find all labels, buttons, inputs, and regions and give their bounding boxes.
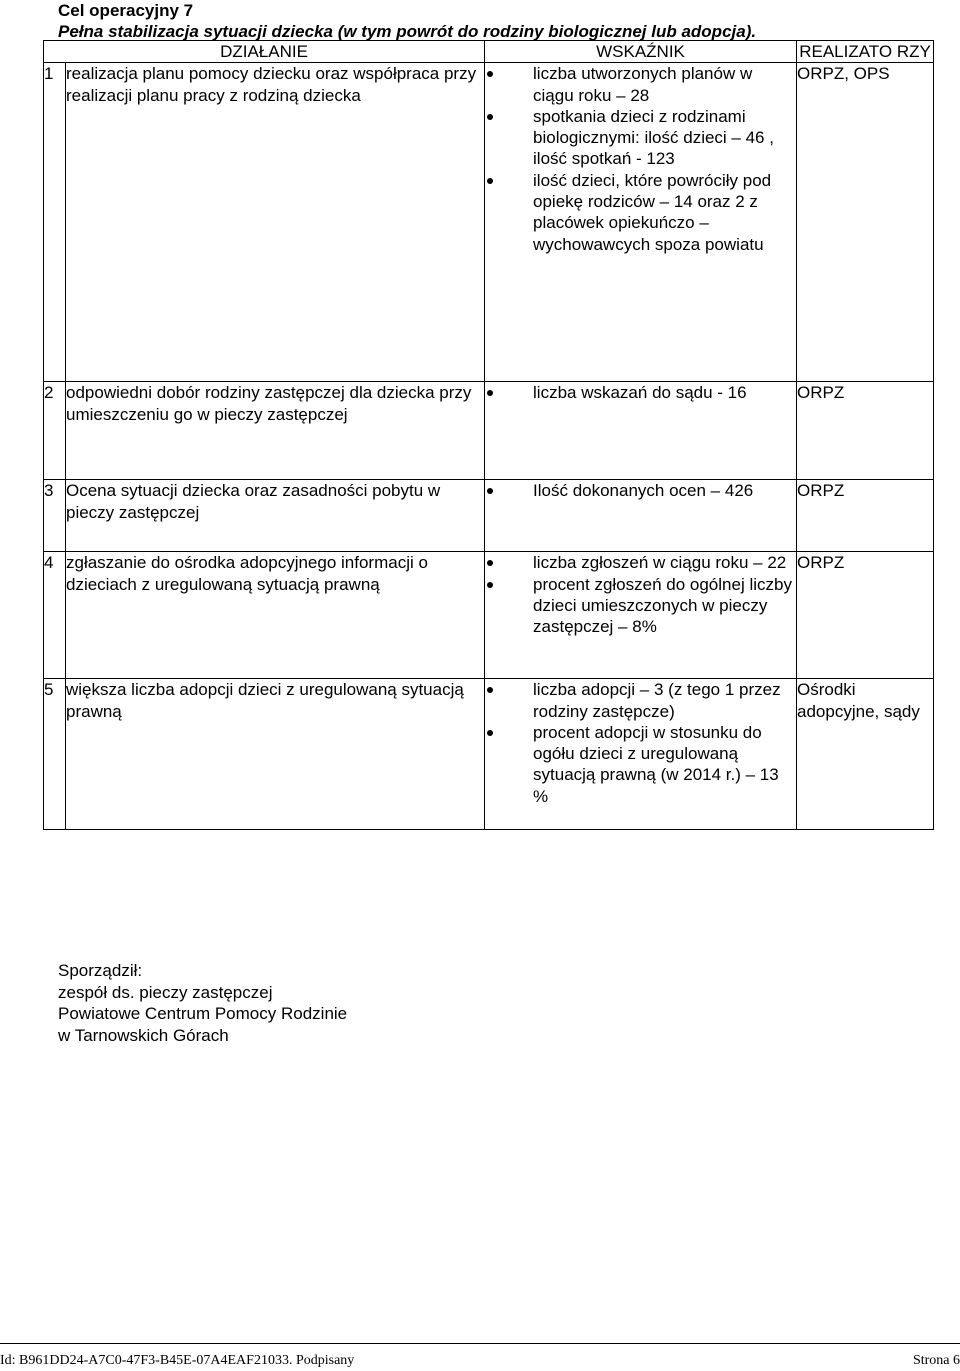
row-number: 2 — [44, 382, 66, 480]
goal-title: Cel operacyjny 7 — [58, 1, 194, 20]
table-row — [44, 679, 934, 830]
table-header-row — [44, 41, 934, 63]
row-indicators — [485, 552, 797, 679]
table-row — [44, 382, 934, 480]
row-number: 5 — [44, 679, 66, 830]
prepared-line: Powiatowe Centrum Pomocy Rodzinie — [58, 1004, 348, 1023]
row-indicators — [485, 63, 797, 382]
row-indicators — [485, 480, 797, 552]
goals-table — [43, 40, 934, 830]
indicator-item: liczba zgłoszeń w ciągu roku – 22 — [485, 552, 796, 573]
row-indicators — [485, 382, 797, 480]
document-heading — [58, 0, 756, 42]
row-executors: ORPZ — [797, 552, 934, 679]
indicator-item: liczba adopcji – 3 (z tego 1 przez rodziny zastępcze) — [485, 679, 796, 722]
header-indicator: WSKAŹNIK — [485, 41, 797, 63]
row-action: Ocena sytuacji dziecka oraz zasadności pobytu w pieczy zastępczej — [66, 480, 485, 552]
indicator-item: Ilość dokonanych ocen – 426 — [485, 480, 796, 501]
prepared-line: w Tarnowskich Górach — [58, 1025, 229, 1045]
footer-page-number: Strona 6 — [912, 1353, 960, 1368]
row-indicators — [485, 679, 797, 830]
indicator-item: liczba wskazań do sądu - 16 — [485, 382, 796, 403]
row-executors: ORPZ — [797, 382, 934, 480]
prepared-label: Sporządził: — [58, 961, 143, 980]
footer-divider — [0, 1343, 960, 1344]
row-action: odpowiedni dobór rodziny zastępczej dla dziecka przy umieszczeniu go w pieczy zastępczej — [66, 382, 485, 480]
row-number: 4 — [44, 552, 66, 679]
row-action: zgłaszanie do ośrodka adopcyjnego informacji o dzieciach z uregulowaną sytuacją prawną — [66, 552, 485, 679]
header-action: DZIAŁANIE — [44, 41, 485, 63]
header-executors: REALIZATO RZY — [797, 41, 934, 63]
indicator-item: ilość dzieci, które powróciły pod opiekę rodziców – 14 oraz 2 z placówek opiekuńczo – wychowawcych spoza powiatu — [485, 170, 796, 255]
row-executors: Ośrodki adopcyjne, sądy — [797, 679, 934, 830]
row-action: większa liczba adopcji dzieci z uregulowaną sytuacją prawną — [66, 679, 485, 830]
indicator-item: procent adopcji w stosunku do ogółu dzieci z uregulowaną sytuacją prawną (w 2014 r.) – 13 % — [485, 722, 796, 807]
table-row — [44, 480, 934, 552]
prepared-line: zespół ds. pieczy zastępczej — [58, 982, 273, 1002]
indicator-item: spotkania dzieci z rodzinami biologicznymi: ilość dzieci – 46 , ilość spotkań - 123 — [485, 106, 796, 170]
indicator-item: procent zgłoszeń do ogólnej liczby dzieci umieszczonych w pieczy zastępczej – 8% — [485, 574, 796, 638]
prepared-by — [58, 960, 347, 1046]
goal-subtitle: Pełna stabilizacja sytuacji dziecka (w tym powrót do rodziny biologicznej lub adopcja). — [58, 22, 757, 41]
table-row — [44, 63, 934, 382]
table-row — [44, 552, 934, 679]
row-action: realizacja planu pomocy dziecku oraz współpraca przy realizacji planu pracy z rodziną dziecka — [66, 63, 485, 382]
row-executors: ORPZ — [797, 480, 934, 552]
row-executors: ORPZ, OPS — [797, 63, 934, 382]
row-number: 1 — [44, 63, 66, 382]
footer-document-id: Id: B961DD24-A7C0-47F3-B45E-07A4EAF21033. Podpisany — [0, 1353, 355, 1368]
indicator-item: liczba utworzonych planów w ciągu roku – 28 — [485, 63, 796, 106]
row-number: 3 — [44, 480, 66, 552]
